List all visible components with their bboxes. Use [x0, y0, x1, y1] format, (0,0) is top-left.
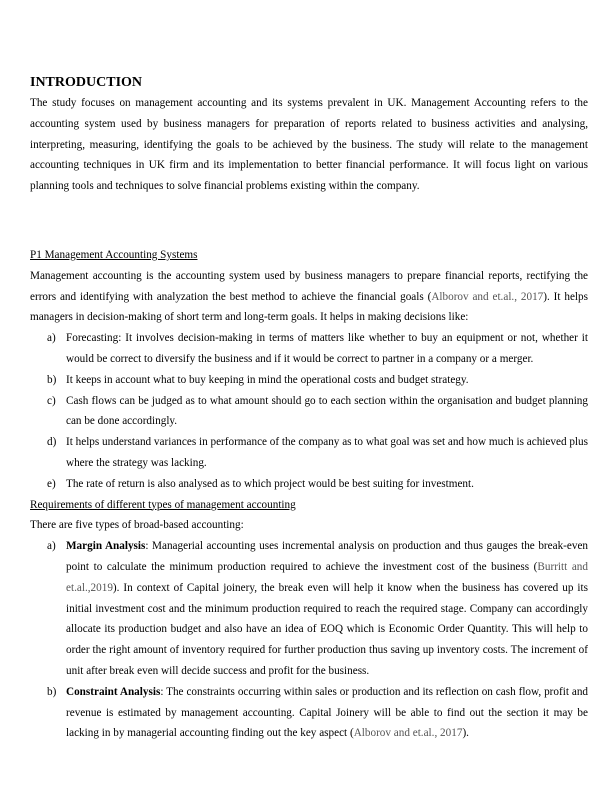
accounting-types-list	[30, 536, 588, 744]
accounting-type-text-end: ). In context of Capital joinery, the break even will help it know when the business has covered up its initial investment cost and the minimum production required to reach the required stage. Company can accordingly allocate its production budget and also have an idea of EOQ which is Economic Order Quantity. This will help to order the right amount of inventory required for further production thus saving up inventory costs. The increment of unit after break even will decide success and profit for the business.	[66, 581, 588, 677]
decision-list	[30, 328, 588, 494]
list-item-text: Cash flows can be judged as to what amount should go to each section within the organisation and budget planning can be done accordingly.	[66, 394, 588, 428]
list-item-text: It keeps in account what to buy keeping in mind the operational costs and budget strategy.	[66, 373, 469, 386]
p1-paragraph-text-start: Management accounting is the accounting system used by business managers to prepare financial reports, rectifying the errors and identifying with analyzation the best method to achieve the financial goals (	[30, 269, 588, 303]
decision-list-item	[30, 474, 588, 495]
list-marker: b)	[47, 373, 57, 386]
p1-heading: P1 Management Accounting Systems	[30, 248, 198, 261]
document-page	[30, 74, 588, 744]
p1-citation: Alborov and et.al., 2017	[431, 290, 544, 303]
introduction-heading: INTRODUCTION	[30, 75, 143, 90]
introduction-paragraph: The study focuses on management accounting and its systems prevalent in UK. Management Accounting refers to the accounting system used by business managers for preparation of reports related to business activities and analysing, interpreting, measuring, identifying the goals to be achieved by the business. The study will relate to the management accounting techniques in UK firm and its implementation to better financial performance. It will focus light on various planning tools and techniques to solve financial problems existing within the company.	[30, 97, 588, 193]
list-marker: c)	[47, 394, 56, 407]
accounting-type-text-end: ).	[462, 727, 469, 740]
accounting-type-citation: Alborov and et.al., 2017	[353, 727, 463, 740]
list-item-text: The rate of return is also analysed as to which project would be best suiting for investment.	[66, 477, 474, 490]
decision-list-item	[30, 432, 588, 474]
requirements-heading: Requirements of different types of management accounting	[30, 498, 296, 511]
requirements-intro: There are five types of broad-based accounting:	[30, 519, 244, 532]
accounting-type-text-start: : Managerial accounting uses incremental analysis on production and thus gauges the break-even point to calculate the minimum production required to achieve the investment cost of the business (	[66, 540, 589, 573]
p1-paragraph	[30, 266, 588, 328]
section-spacer	[30, 197, 588, 245]
list-marker: d)	[47, 436, 57, 449]
accounting-type-citation: Burritt and et.al.,2019	[66, 560, 588, 594]
list-item-text: Forecasting: It involves decision-making in terms of matters like whether to buy an equipment or not, whether it would be correct to diversify the business and if it would be correct to partner in a company or a merger.	[66, 332, 588, 365]
decision-list-item	[30, 391, 588, 433]
accounting-type-text-start: : The constraints occurring within sales or production and its reflection on cash flow, profit and revenue is estimated by management accounting. Capital Joinery will be able to find out the section it may be lacking in by managerial accounting finding out the key aspect (	[66, 685, 589, 740]
list-item-text: It helps understand variances in performance of the company as to what goal was set and how much is achieved plus where the strategy was lacking.	[66, 436, 588, 469]
p1-paragraph-text-end: ). It helps managers in decision-making of short term and long-term goals. It helps in making decisions like:	[30, 290, 588, 324]
list-marker: a)	[47, 332, 56, 345]
list-marker: b)	[47, 685, 57, 698]
decision-list-item	[30, 370, 588, 391]
accounting-type-item	[30, 682, 588, 744]
decision-list-item	[30, 328, 588, 370]
list-marker: a)	[47, 540, 56, 553]
accounting-type-item	[30, 536, 588, 682]
accounting-type-title: Margin Analysis	[66, 540, 146, 553]
accounting-type-title: Constraint Analysis	[66, 685, 161, 698]
list-marker: e)	[47, 477, 56, 490]
